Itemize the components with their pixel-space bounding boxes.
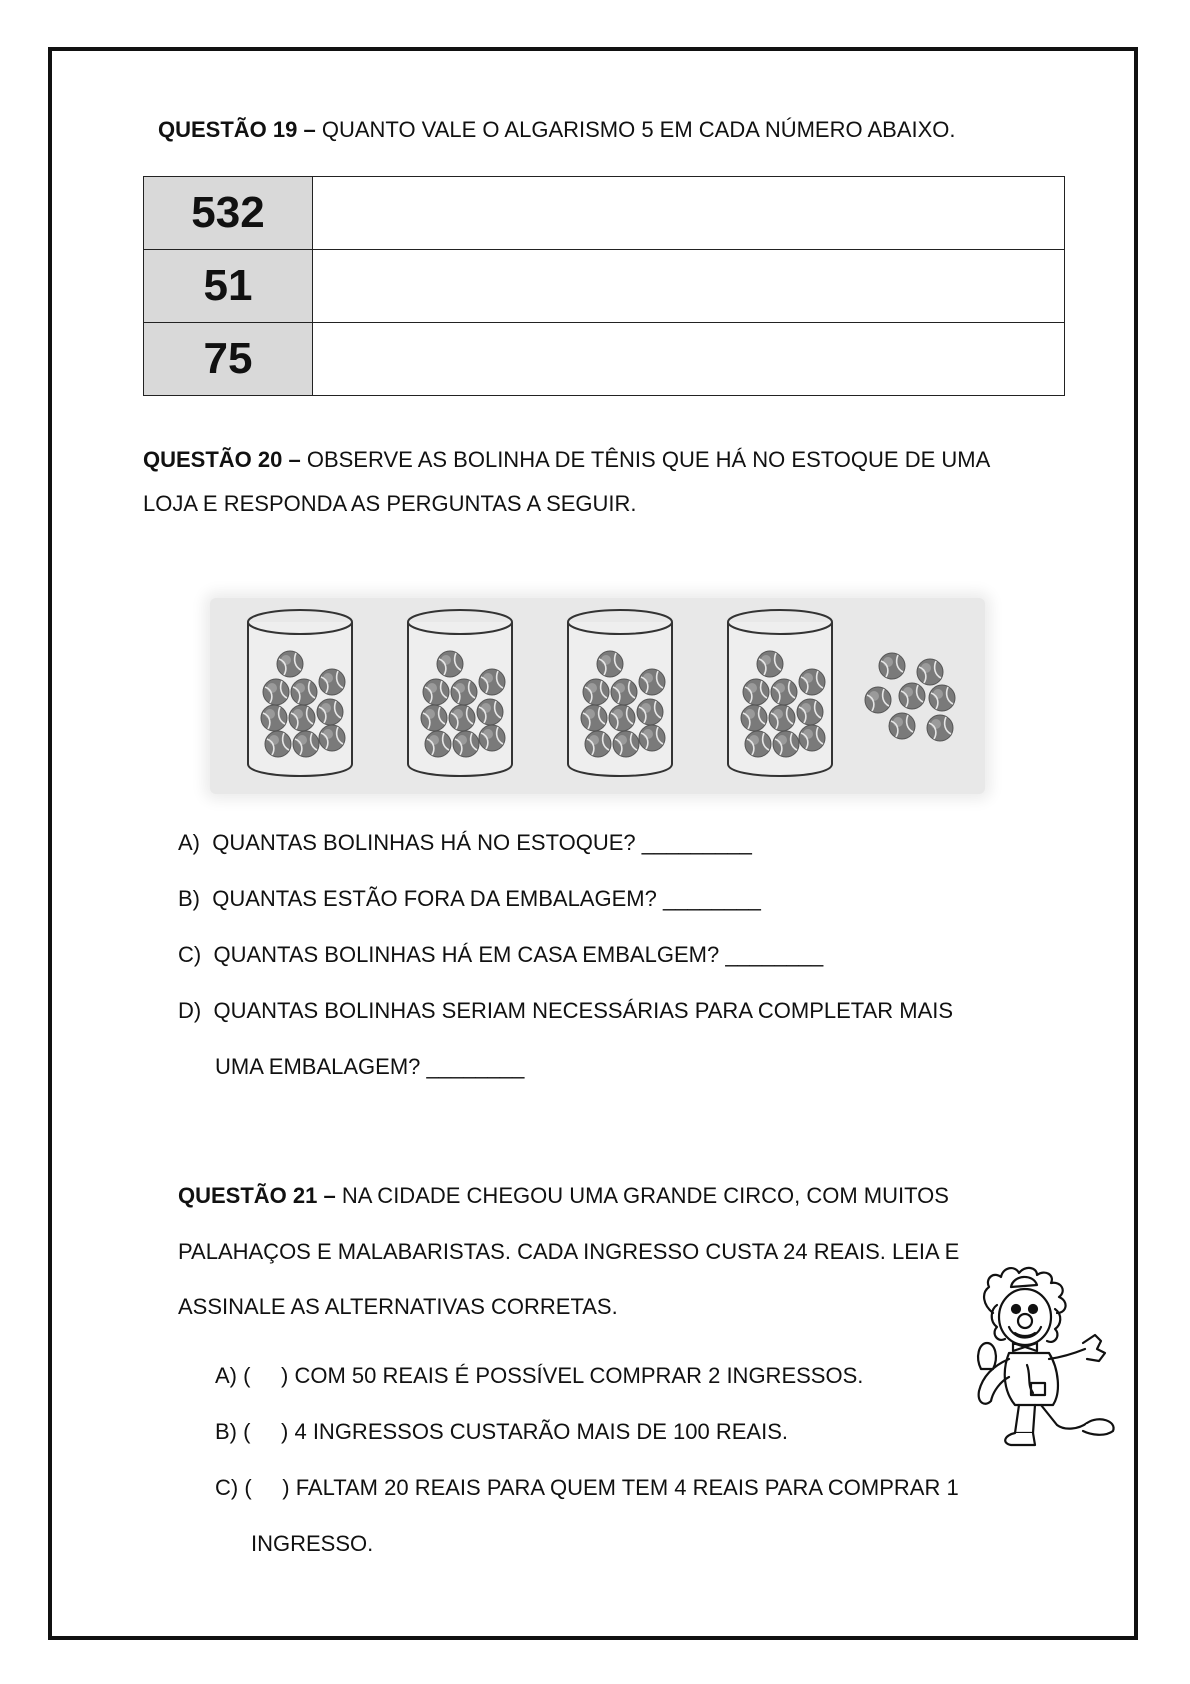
tennis-ball [585,731,611,757]
q19-number: 532 [144,177,313,250]
q20-text-line1: OBSERVE AS BOLINHA DE TÊNIS QUE HÁ NO ESTOQUE DE UMA [306,447,991,472]
item-text: QUANTAS ESTÃO FORA DA EMBALAGEM? [212,886,657,911]
tennis-ball [741,705,767,731]
item-text: QUANTAS BOLINHAS SERIAM NECESSÁRIAS PARA COMPLETAR MAIS [213,998,954,1023]
tennis-ball [929,685,955,711]
q19-answer-cell[interactable] [313,250,1065,323]
q20-label: QUESTÃO 20 – [143,447,301,472]
q21-heading [178,1182,949,1210]
tennis-ball [319,669,345,695]
option-letter: A) [215,1363,237,1388]
tennis-ball [613,731,639,757]
option-checkbox[interactable]: ( ) [243,1363,289,1388]
tennis-ball [609,705,635,731]
clown-illustration [975,1265,1120,1455]
table-row [144,250,1065,323]
tennis-ball [757,651,783,677]
tennis-ball [637,699,663,725]
tennis-ball [291,679,317,705]
tennis-ball [639,725,665,751]
answer-blank[interactable]: _________ [641,830,752,855]
item-letter: C) [178,942,202,967]
q19-number: 75 [144,323,313,396]
table-row [144,323,1065,396]
option-text: COM 50 REAIS É POSSÍVEL COMPRAR 2 INGRESSOS. [294,1363,864,1388]
tennis-ball [879,653,905,679]
q20-heading [143,446,990,474]
option-letter: C) [215,1475,239,1500]
tennis-ball [745,731,771,757]
tennis-ball [277,651,303,677]
tennis-ball [773,731,799,757]
item-text: UMA EMBALAGEM? [215,1054,421,1079]
q20-text-line2: LOJA E RESPONDA AS PERGUNTAS A SEGUIR. [143,491,637,516]
tennis-balls-image [210,598,985,794]
tennis-ball [451,679,477,705]
q20-item-c [178,941,823,969]
tennis-ball [421,705,447,731]
tennis-ball [799,725,825,751]
q20-item-b [178,885,761,913]
item-letter: D) [178,998,202,1023]
tennis-ball [425,731,451,757]
option-checkbox[interactable]: ( ) [243,1419,289,1444]
tennis-ball [865,687,891,713]
tennis-ball [453,731,479,757]
tennis-ball [797,699,823,725]
tennis-ball [293,731,319,757]
table-row [144,177,1065,250]
q21-label: QUESTÃO 21 – [178,1183,336,1208]
option-text: 4 INGRESSOS CUSTARÃO MAIS DE 100 REAIS. [294,1419,788,1444]
q19-answer-cell[interactable] [313,177,1065,250]
item-text: QUANTAS BOLINHAS HÁ EM CASA EMBALGEM? [213,942,720,967]
tennis-ball [583,679,609,705]
tennis-ball [743,679,769,705]
answer-blank[interactable]: ________ [725,942,824,967]
tennis-ball [289,705,315,731]
tennis-ball [261,705,287,731]
tennis-balls-illustration [210,598,985,794]
tennis-ball [611,679,637,705]
q20-item-d [178,997,953,1025]
q19-heading [158,116,956,144]
q19-number: 51 [144,250,313,323]
tennis-ball [449,705,475,731]
tennis-ball [889,713,915,739]
answer-blank[interactable]: ________ [426,1054,525,1079]
tennis-ball [263,679,289,705]
option-letter: B) [215,1419,237,1444]
tennis-ball [479,669,505,695]
tennis-ball [927,715,953,741]
tennis-ball [423,679,449,705]
item-letter: B) [178,886,200,911]
q21-option-c-line2: INGRESSO. [251,1531,374,1556]
tennis-ball [477,699,503,725]
q19-label: QUESTÃO 19 – [158,117,316,142]
q21-text-line3: ASSINALE AS ALTERNATIVAS CORRETAS. [178,1294,618,1319]
q19-text: QUANTO VALE O ALGARISMO 5 EM CADA NÚMERO ABAIXO. [321,117,956,142]
tennis-ball [581,705,607,731]
tennis-ball [479,725,505,751]
q19-table [143,176,1065,396]
q21-option-a [215,1362,863,1390]
q21-option-b [215,1418,788,1446]
q20-item-a [178,829,752,857]
answer-blank[interactable]: ________ [662,886,761,911]
q19-answer-cell[interactable] [313,323,1065,396]
tennis-ball [771,679,797,705]
option-text: FALTAM 20 REAIS PARA QUEM TEM 4 REAIS PARA COMPRAR 1 [295,1475,959,1500]
tennis-ball [769,705,795,731]
tennis-ball [317,699,343,725]
tennis-ball [265,731,291,757]
q20-item-d-line2 [215,1053,524,1081]
option-checkbox[interactable]: ( ) [244,1475,290,1500]
q21-text-line2: PALAHAÇOS E MALABARISTAS. CADA INGRESSO CUSTA 24 REAIS. LEIA E [178,1239,960,1264]
tennis-ball [899,683,925,709]
tennis-ball [917,659,943,685]
item-text: QUANTAS BOLINHAS HÁ NO ESTOQUE? [212,830,636,855]
tennis-ball [319,725,345,751]
tennis-ball [639,669,665,695]
tennis-ball [799,669,825,695]
q21-text-line1: NA CIDADE CHEGOU UMA GRANDE CIRCO, COM MUITOS [341,1183,949,1208]
tennis-ball [437,651,463,677]
tennis-ball [597,651,623,677]
q21-option-c [215,1474,959,1502]
item-letter: A) [178,830,200,855]
